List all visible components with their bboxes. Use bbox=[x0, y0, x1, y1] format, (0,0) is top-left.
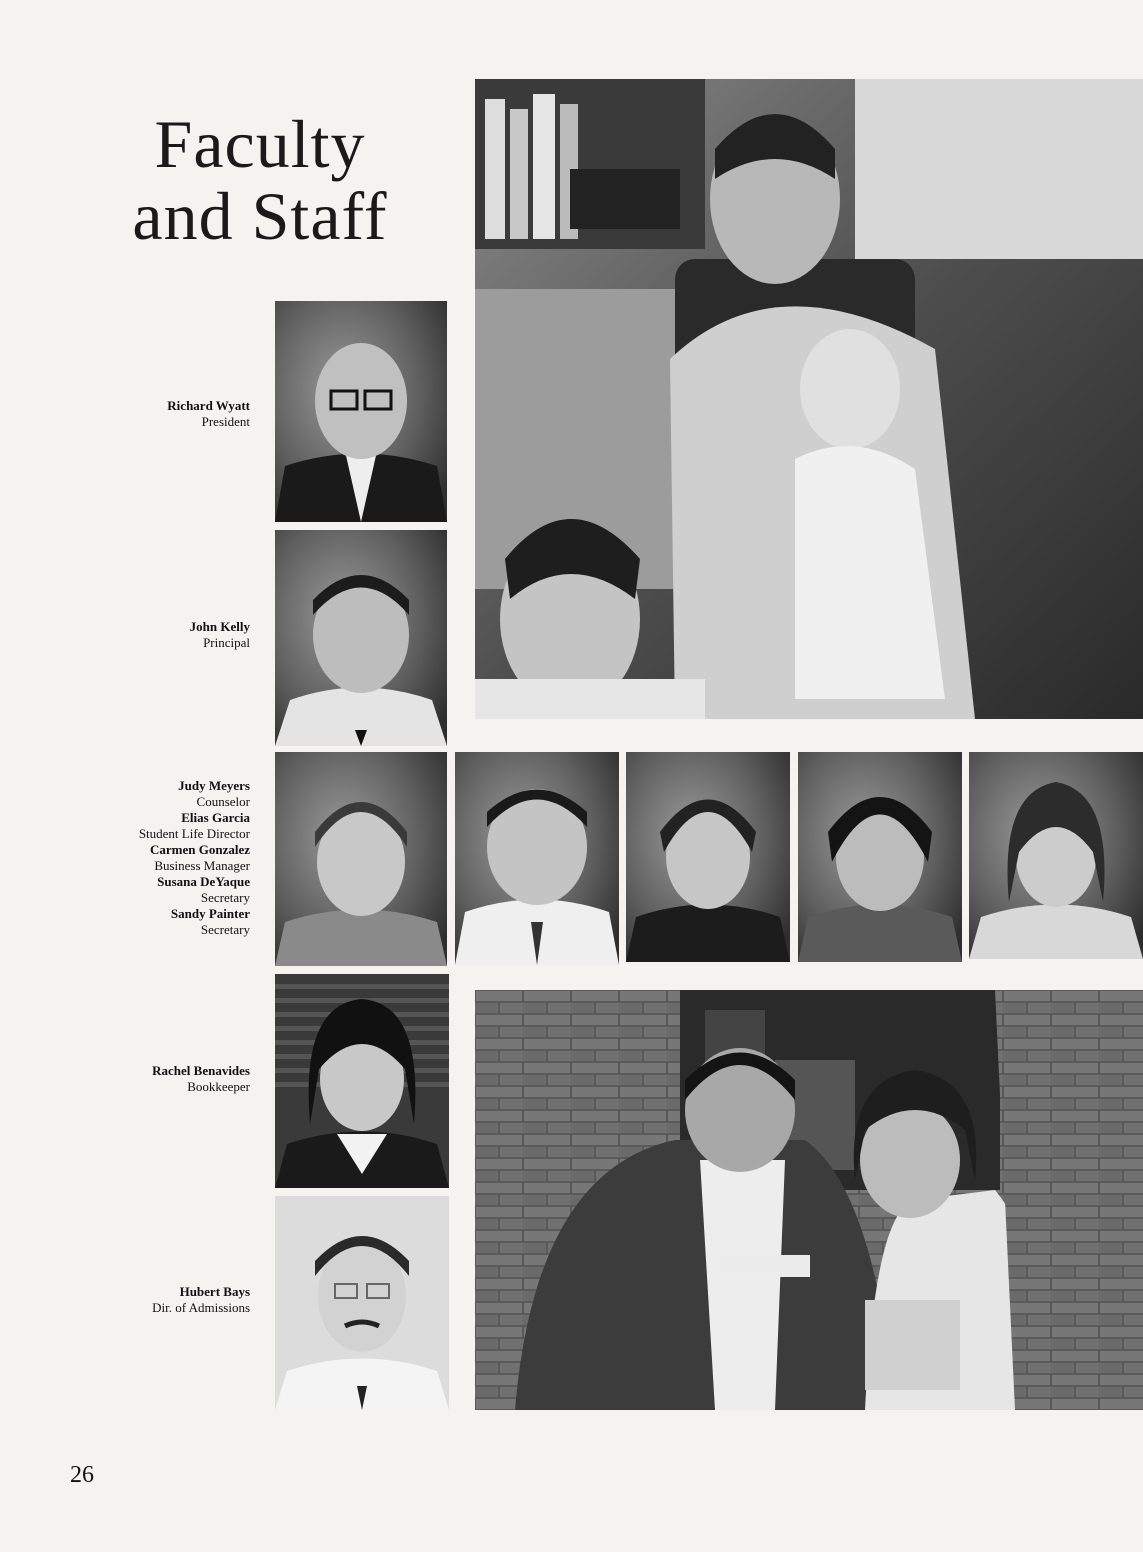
caption-role: Business Manager bbox=[154, 858, 250, 873]
portrait-elias-garcia bbox=[455, 752, 619, 965]
caption-role: Secretary bbox=[200, 890, 250, 905]
caption-role: Secretary bbox=[200, 922, 250, 937]
portrait-sandy-painter bbox=[969, 752, 1143, 959]
caption-name: Susana DeYaque bbox=[157, 874, 250, 889]
candid-photo-couple bbox=[475, 990, 1143, 1410]
caption-role: Student Life Director bbox=[138, 826, 250, 841]
portrait-john-kelly bbox=[275, 530, 447, 746]
portrait-rachel-benavides bbox=[275, 974, 449, 1188]
caption-role: Dir. of Admissions bbox=[152, 1300, 250, 1315]
caption-role: Principal bbox=[203, 635, 250, 650]
caption-john-kelly bbox=[60, 619, 250, 651]
portrait-richard-wyatt bbox=[275, 301, 447, 522]
caption-name: John Kelly bbox=[189, 619, 250, 634]
page-number: 26 bbox=[70, 1462, 94, 1488]
title-line-1: Faculty bbox=[154, 106, 366, 182]
caption-hubert-bays bbox=[60, 1284, 250, 1316]
portrait-judy-meyers bbox=[275, 752, 447, 966]
caption-name: Carmen Gonzalez bbox=[149, 842, 250, 857]
caption-name: Elias Garcia bbox=[181, 810, 250, 825]
caption-name: Rachel Benavides bbox=[152, 1063, 250, 1078]
portrait-susana-deyaque bbox=[798, 752, 962, 962]
caption-name: Richard Wyatt bbox=[167, 398, 250, 413]
portrait-hubert-bays bbox=[275, 1196, 449, 1410]
caption-role: President bbox=[201, 414, 250, 429]
page-title bbox=[100, 108, 420, 252]
candid-photo-family bbox=[475, 79, 1143, 719]
caption-role: Counselor bbox=[196, 794, 250, 809]
portrait-carmen-gonzalez bbox=[626, 752, 790, 962]
caption-richard-wyatt bbox=[60, 398, 250, 430]
caption-group-staff bbox=[60, 778, 250, 938]
caption-name: Judy Meyers bbox=[178, 778, 250, 793]
caption-role: Bookkeeper bbox=[187, 1079, 250, 1094]
caption-rachel-benavides bbox=[60, 1063, 250, 1095]
caption-name: Sandy Painter bbox=[170, 906, 250, 921]
caption-name: Hubert Bays bbox=[179, 1284, 250, 1299]
title-line-2: and Staff bbox=[132, 178, 388, 254]
